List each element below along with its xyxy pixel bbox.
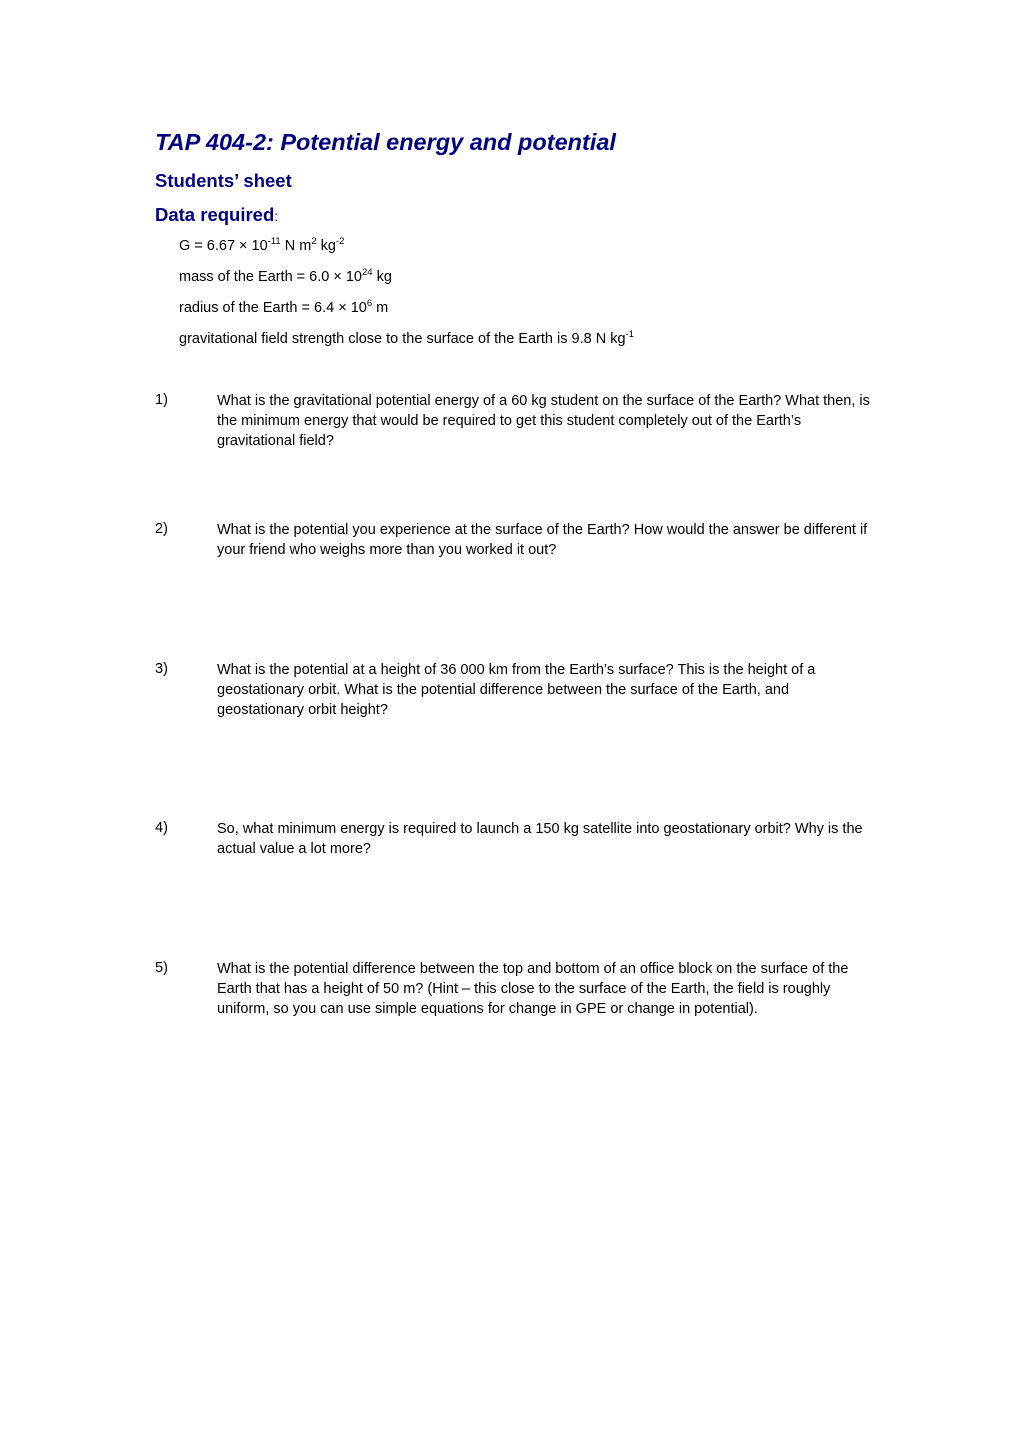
data-required-heading [155,204,278,226]
question-5-text: What is the potential difference between the top and bottom of an office block on the surface of the Earth that has a height of 50 m? (Hint – this close to the surface of the Earth, the field is roughly uniform, so you can use simple equations for change in GPE or change in potential). [217,961,849,1017]
g-constant-unit-m: N m [280,238,312,254]
data-line-earth-radius [179,300,388,316]
g-constant-unit-kg: kg [316,238,336,254]
data-line-earth-mass [179,269,392,285]
question-4-text: So, what minimum energy is required to launch a 150 kg satellite into geostationary orbit? Why is the actual value a lot more? [217,821,863,857]
question-1-text: What is the gravitational potential energy of a 60 kg student on the surface of the Earth? What then, is the minimum energy that would be required to get this student completely out of the Earth’s gravitational field? [217,393,870,449]
earth-radius-exponent: 6 [366,298,373,310]
field-strength-exponent: -1 [625,329,634,341]
earth-radius-unit: m [372,300,389,316]
earth-mass-unit: kg [372,269,392,285]
question-4-number: 4) [155,820,168,836]
question-3-number: 3) [155,661,168,677]
sheet-subtitle: Students’ sheet [155,170,292,191]
question-2-number: 2) [155,521,168,537]
data-line-g-constant [179,238,344,254]
question-1-number: 1) [155,392,168,408]
page-title: TAP 404-2: Potential energy and potential [155,129,616,155]
g-constant-kg-exponent: -2 [335,236,345,248]
question-2-text: What is the potential you experience at the surface of the Earth? How would the answer be different if your friend who weighs more than you worked it out? [217,522,868,558]
question-3-text: What is the potential at a height of 36 000 km from the Earth’s surface? This is the height of a geostationary orbit. What is the potential difference between the surface of the Earth, and geostationary orbit height? [217,662,816,718]
g-constant-m-exponent: 2 [311,236,317,248]
g-constant-value: G = 6.67 × 10 [179,238,268,254]
data-required-label: Data required [155,204,275,225]
field-strength-value: gravitational field strength close to the surface of the Earth is 9.8 N kg [179,331,626,347]
g-constant-exponent: -11 [267,236,281,248]
data-required-colon: : [274,208,279,224]
earth-mass-exponent: 24 [361,267,373,279]
data-line-field-strength [179,331,634,347]
question-5-number: 5) [155,960,168,976]
earth-radius-value: radius of the Earth = 6.4 × 10 [179,300,367,316]
earth-mass-value: mass of the Earth = 6.0 × 10 [179,269,362,285]
